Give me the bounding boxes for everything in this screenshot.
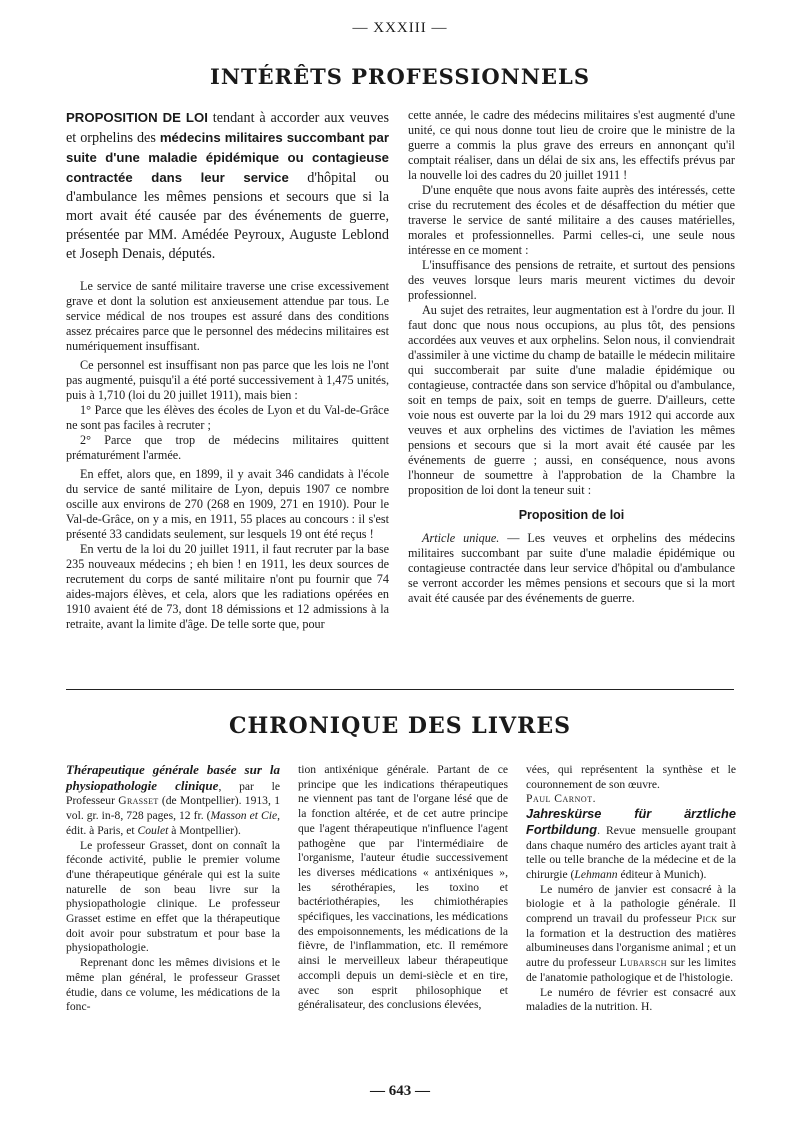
review-signature: Paul Carnot.: [526, 792, 596, 806]
review-paragraph: vées, qui représentent la synthèse et le couronnement de son œuvre.: [526, 763, 736, 791]
proposition-heading: Proposition de loi: [518, 508, 625, 522]
book-title: Jahreskürse für ärztliche Fortbildung: [526, 806, 736, 837]
book-info: éditeur à Munich).: [617, 867, 707, 881]
section-divider: [66, 689, 734, 690]
book-author: Grasset: [118, 794, 159, 808]
chronique-column-2: [298, 763, 508, 1013]
body-paragraph: Au sujet des retraites, leur augmentation est à l'ordre du jour. Il faut donc que nous nous occupions, au plus tôt, des pensions accordées aux veuves et aux orphelins. Selon nous, il conviendrait d'assimiler à une victime du champ de bataille le médecin militaire qui succomberait par suite d'une maladie épidémique ou contagieuse, contractée dans son service d'hôpital ou d'ambulance, soit en temps de paix, soit en temps de guerre. D'ailleurs, cette voie nous est ouverte par la loi du 29 mars 1912 qui accorde aux veuves et aux orphelins des victimes de l'aviation les mêmes pensions et secours que si la mort avait été causée par les événements de guerre ; aussi, en conséquence, nous avons l'honneur de soumettre à l'approbation de la Chambre la proposition de loi dont la teneur suit :: [408, 303, 735, 497]
interets-left-column: [66, 108, 389, 632]
review-text: sur la formation et la destruction des matières albumineuses dans l'organisme animal ; et un autre du professeur: [526, 912, 736, 970]
body-paragraph: 1° Parce que les élèves des écoles de Lyon et du Val-de-Grâce ne sont pas faciles à recruter ;: [66, 403, 389, 432]
body-paragraph: D'une enquête que nous avons faite auprès des intéressés, cette crise du recrutement des écoles et de désaffection du métier que traverse le service de santé militaire a des causes matérielles, morales et professionnelles. Parmi celles-ci, une seule nous intéresse en ce moment :: [408, 183, 735, 257]
lead-label: PROPOSITION DE LOI: [66, 110, 208, 125]
lead-text-2: d'hôpital ou d'ambulance les mêmes pensions et secours que si la mort avait été causée par des événements de guerre, présentée par MM. Amédée Peyroux, Auguste Leblond et Joseph Denais, députés.: [66, 170, 389, 262]
book-entry-jahreskurse: [526, 807, 736, 883]
book-info: , édit. à Paris, et: [66, 809, 280, 837]
lead-bold-text: médecins militaires succombant par suite d'une maladie épidémique ou contagieuse contractée dans leur service: [66, 130, 389, 185]
article-paragraph: [408, 531, 735, 606]
body-paragraph: L'insuffisance des pensions de retraite, et surtout des pensions des veuves lorsque leurs maris meurent victimes du devoir professionnel.: [408, 258, 735, 302]
section-title-chronique: CHRONIQUE DES LIVRES: [228, 713, 572, 739]
section-title-interets: INTÉRÊTS PROFESSIONNELS: [210, 64, 590, 89]
review-text: Le numéro de janvier est consacré à la biologie et à la pathologie générale. Il comprend un travail du professeur: [526, 882, 736, 926]
book-entry-grasset: [66, 763, 280, 839]
review-paragraph: Le numéro de février est consacré aux maladies de la nutrition. H.: [526, 985, 736, 1014]
review-text: sur les limites de l'anatomie pathologique et de l'histologie.: [526, 956, 736, 984]
professor-name: Pick: [695, 912, 718, 926]
article-text: — Les veuves et orphelins des médecins militaires succombant par suite d'une maladie épidémique ou contagieuse contractée dans leur service d'hôpital ou d'ambulance se verront accorder les mêmes pensions et secours que si la mort avait été causée par des événements de guerre.: [408, 531, 735, 605]
article-label: Article unique.: [422, 531, 500, 545]
proposition-lead: [66, 108, 389, 264]
interets-right-column: [408, 108, 735, 606]
book-info: à Montpellier).: [168, 823, 241, 837]
review-paragraph: [526, 883, 736, 986]
body-paragraph: cette année, le cadre des médecins militaires s'est augmenté d'une unité, ce qui nous donne tout lieu de croire que le ministre de la guerre a commis la plus grave des erreurs en annonçant qu'il comptait réaliser, dans un délai de six ans, les effectifs prévus par la nouvelle loi des cadres du 20 juillet 1911 !: [408, 108, 735, 182]
book-publisher: Masson et Cie: [210, 809, 278, 823]
page-header-number: — XXXIII —: [352, 20, 448, 36]
body-paragraph: 2° Parce que trop de médecins militaires quittent prématurément l'armée.: [66, 433, 389, 462]
page-footer-number: — 643 —: [370, 1083, 430, 1099]
body-paragraph: En vertu de la loi du 20 juillet 1911, il faut recruter par la base 235 nouveaux médecins ; eh bien ! en 1911, les deux sources de recrutement du corps de santé militaire n'ont pu fournir que 74 aides-majors élèves, et cela, alors que les radiations opérées en 1910 avaient été de 73, dont 18 démissions et 12 admissions à la retraite, avant la limite d'âge. De telle sorte que, pour: [66, 542, 389, 631]
review-paragraph: Le professeur Grasset, dont on connaît la féconde activité, publie le premier volume d'une thérapeutique générale qui est la suite naturelle de son beau livre sur la physiopathologie clinique. Le professeur Grasset estime en effet que la thérapeutique doit avoir pour substratum et pour base la physiopathologie.: [66, 838, 280, 955]
book-publisher: Coulet: [137, 823, 169, 837]
chronique-column-1: [66, 763, 280, 1015]
book-info: . Revue mensuelle groupant dans chaque numéro des articles ayant trait à telle ou telle branche de la médecine et de la chirurgie (: [526, 823, 736, 881]
book-publisher: Lehmann: [574, 867, 618, 881]
book-by: , par le Professeur: [66, 779, 280, 808]
professor-name: Lubarsch: [619, 956, 667, 970]
chronique-column-3: [526, 763, 736, 1015]
review-paragraph: Reprenant donc les mêmes divisions et le même plan général, le professeur Grasset étudie, dans ce volume, les médications de la fonc-: [66, 956, 280, 1014]
lead-text-1: tendant à accorder aux veuves et orphelins des: [66, 110, 390, 146]
review-paragraph: tion antixénique générale. Partant de ce principe que les indications thérapeutiques ne viennent pas tant de l'organe lésé que de la fonction altérée, et de cet autre principe que l'agent thérapeutique n'influence l'agent pathogène que par l'intermédiaire de l'organisme, l'auteur étudie successivement les diverses médications « antixéniques », les sérothérapies, les toxino et bactériothérapies, les chimiothérapies spécifiques, les vaccinations, les médications des empoisonnements, les médications de la fièvre, de l'inflammation, etc. Il remémore ainsi le merveilleux labeur thérapeutique accompli depuis un demi-siècle et en tire, avec son esprit philosophique et généralisateur, des conclusions élevées,: [298, 763, 508, 1012]
body-paragraph: En effet, alors que, en 1899, il y avait 346 candidats à l'école du service de santé militaire de Lyon, depuis 1907 ce nombre oscille aux environs de 270 (268 en 1909, 271 en 1910). Pour le Val-de-Grâce, on y a mis, en 1911, 55 places au concours : il s'est présenté 33 candidats seulement, sur lesquels 19 ont été reçus !: [66, 467, 389, 541]
body-paragraph: Ce personnel est insuffisant non pas parce que les lois ne l'ont pas augmenté, puisqu'il a été porté successivement à 1,475 unités, puis à 1,710 (loi du 20 juillet 1911), mais bien :: [66, 358, 389, 402]
body-paragraph: Le service de santé militaire traverse une crise excessivement grave et dont la solution est anxieusement attendue par tous. Le service médical de nos troupes est assuré dans des conditions assez précaires parce que le personnel des médecins militaires est numériquement insuffisant.: [66, 279, 389, 353]
book-info: (de Montpellier). 1913, 1 vol. gr. in-8, 728 pages, 12 fr. (: [66, 794, 280, 823]
book-title: Thérapeutique générale basée sur la physiopathologie clinique: [66, 762, 280, 793]
